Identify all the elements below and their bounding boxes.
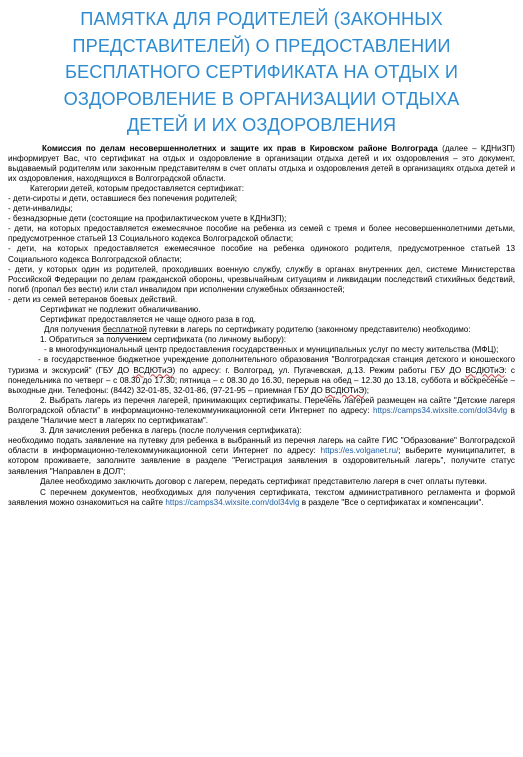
step-3-body: необходимо подать заявление на путевку для ребенка в выбранный из перечня лагерь на сайте ГИС "Образование" Волгоградской области в информационно-телекоммуникационной сети Интернет по адресу: — [8, 436, 515, 456]
school-hours: : с понедельника по четверг – с 08.30 до 17.30; пятница – с 08.30 до 16.30, перерыв на обед – 12.30 до 13.18, суббота и воскресенье – выходные дни. Телефоны: (8442) 32-01-85, 32-01-86, (97-21-95 – приемная ГБУ ДО — [8, 365, 515, 395]
step-2-text: 2. Выбрать лагерь из перечня лагерей, принимающих сертификаты. Перечень лагерей размещен на сайте "Детские лагеря Волгоградской области" в информационно-телекоммуникационной сети Интернет по адресу: — [8, 395, 515, 415]
closing-after: в разделе "Все о сертификатах и компенсации". — [301, 497, 484, 507]
school-name: - в государственное бюджетное учреждение дополнительного образования "Волгоградская станция детского и юношеского туризма и экскурсий" — [8, 355, 515, 375]
step-1-mfc: - в многофункциональный центр предоставления государственных и муниципальных услуг по месту жительства (МФЦ); — [44, 345, 499, 355]
commission-name: Комиссия по делам несовершеннолетних и защите их прав в Кировском районе Волгограда — [42, 143, 438, 153]
title-line: ОЗДОРОВЛЕНИЕ В ОРГАНИЗАЦИИ ОТДЫХА — [63, 88, 460, 109]
category-item: - безнадзорные дети (состоящие на профилактическом учете в КДНиЗП); — [8, 214, 287, 224]
category-item: - дети, на которых предоставляется ежемесячное пособие на ребенка одинокого родителя, предусмотренное статьей 13 Социального кодекса Волгоградской области; — [8, 244, 515, 264]
title-line: БЕСПЛАТНОГО СЕРТИФИКАТА НА ОТДЫХ И — [64, 62, 459, 82]
gis-link[interactable]: https://es.volganet.ru/ — [320, 446, 399, 456]
note-no-cash: Сертификат не подлежит обналичиванию. — [40, 305, 201, 314]
categories-heading: Категории детей, которым предоставляется сертификат: — [30, 183, 244, 193]
title-line: ПАМЯТКА ДЛЯ РОДИТЕЛЕЙ (ЗАКОННЫХ — [80, 9, 443, 29]
category-item: - дети, у которых один из родителей, проходивших военную службу, службу в органах внутренних дел, системе Министерства Российской Федерации по делам гражданской обороны, чрезвычайным ситуациям и ликвидации последствий стихийных бедствий, погиб (пропал без вести) или стал инвалидом при исполнении служебных обязанностей; — [8, 264, 515, 294]
closing-text: С перечнем документов, необходимых для получения сертификата, текстом административного регламента и формой заявления можно ознакомиться на сайте — [8, 487, 515, 507]
procedure-lead-start: Для получения — [44, 325, 101, 335]
step-3-after: ; выберите муниципалитет, в котором проживаете, заполните заявление в разделе "Регистрация заявления в оздоровительный лагерь", получите статус заявления "Направлен в ДОЛ"; — [8, 446, 515, 476]
category-item: - дети-сироты и дети, оставшиеся без попечения родителей; — [8, 193, 238, 203]
step-2 — [8, 396, 515, 426]
school-abbr: ВСДЮТиЭ — [133, 365, 173, 375]
category-item: - дети-инвалиды; — [8, 204, 73, 214]
category-item: - дети, на которых предоставляется ежемесячное пособие на ребенка из семей с тремя и более несовершеннолетними детьми, предусмотренное статьей 13 Социального кодекса Волгоградской области; — [8, 224, 515, 244]
document-body — [8, 144, 515, 508]
procedure-lead — [8, 325, 515, 335]
note-once-a-year: Сертификат предоставляется не чаще одного раза в год. — [40, 315, 257, 325]
contract-paragraph: Далее необходимо заключить договор с лагерем, передать сертификат представителю лагеря в счет оплаты путевки. — [40, 476, 487, 486]
camps-link[interactable]: https://camps34.wixsite.com/dol34vlg — [165, 497, 300, 507]
school-abbr: ВСДЮТиЭ — [325, 385, 365, 395]
title-line: ДЕТЕЙ И ИХ ОЗДОРОВЛЕНИЯ — [126, 115, 397, 135]
step-2-after: в разделе "Наличие мест в лагерях по сертификатам". — [8, 405, 515, 426]
school-abbr-prefix: (ГБУ ДО — [95, 365, 130, 375]
free-word: бесплатной — [102, 325, 147, 335]
intro-text: (далее – КДНиЗП) информирует Вас, что сертификат на отдых и оздоровление в организации отдыха детей и их оздоровления – это документ, выдаваемый родителям или законным представителям в счет оплаты отдыха и оздоровления детей в организациях отдыха детей и их оздоровления, находящихся в Волгоградской области. — [8, 143, 516, 183]
school-end: ); — [364, 385, 370, 395]
intro-paragraph — [8, 144, 515, 184]
school-address: ) по адресу: г. Волгоград, ул. Пугачевская, д.13. Режим работы ГБУ ДО — [172, 365, 462, 375]
step-1: 1. Обратиться за получением сертификата (по личному выбору): — [40, 335, 287, 345]
document-title — [8, 6, 515, 139]
step-3-text — [8, 436, 515, 476]
step-1-school — [8, 355, 515, 395]
closing-paragraph — [8, 488, 515, 508]
category-item: - дети из семей ветеранов боевых действий. — [8, 294, 178, 304]
title-line: ПРЕДСТАВИТЕЛЕЙ) О ПРЕДОСТАВЛЕНИИ — [72, 35, 451, 56]
school-abbr: ВСДЮТиЭ — [465, 365, 505, 375]
step-3: 3. Для зачисления ребенка в лагерь (после получения сертификата): — [40, 426, 302, 436]
procedure-lead-end: путевки в лагерь по сертификату родителю (законному представителю) необходимо: — [149, 325, 471, 335]
camps-link[interactable]: https://camps34.wixsite.com/dol34vlg — [373, 405, 508, 415]
